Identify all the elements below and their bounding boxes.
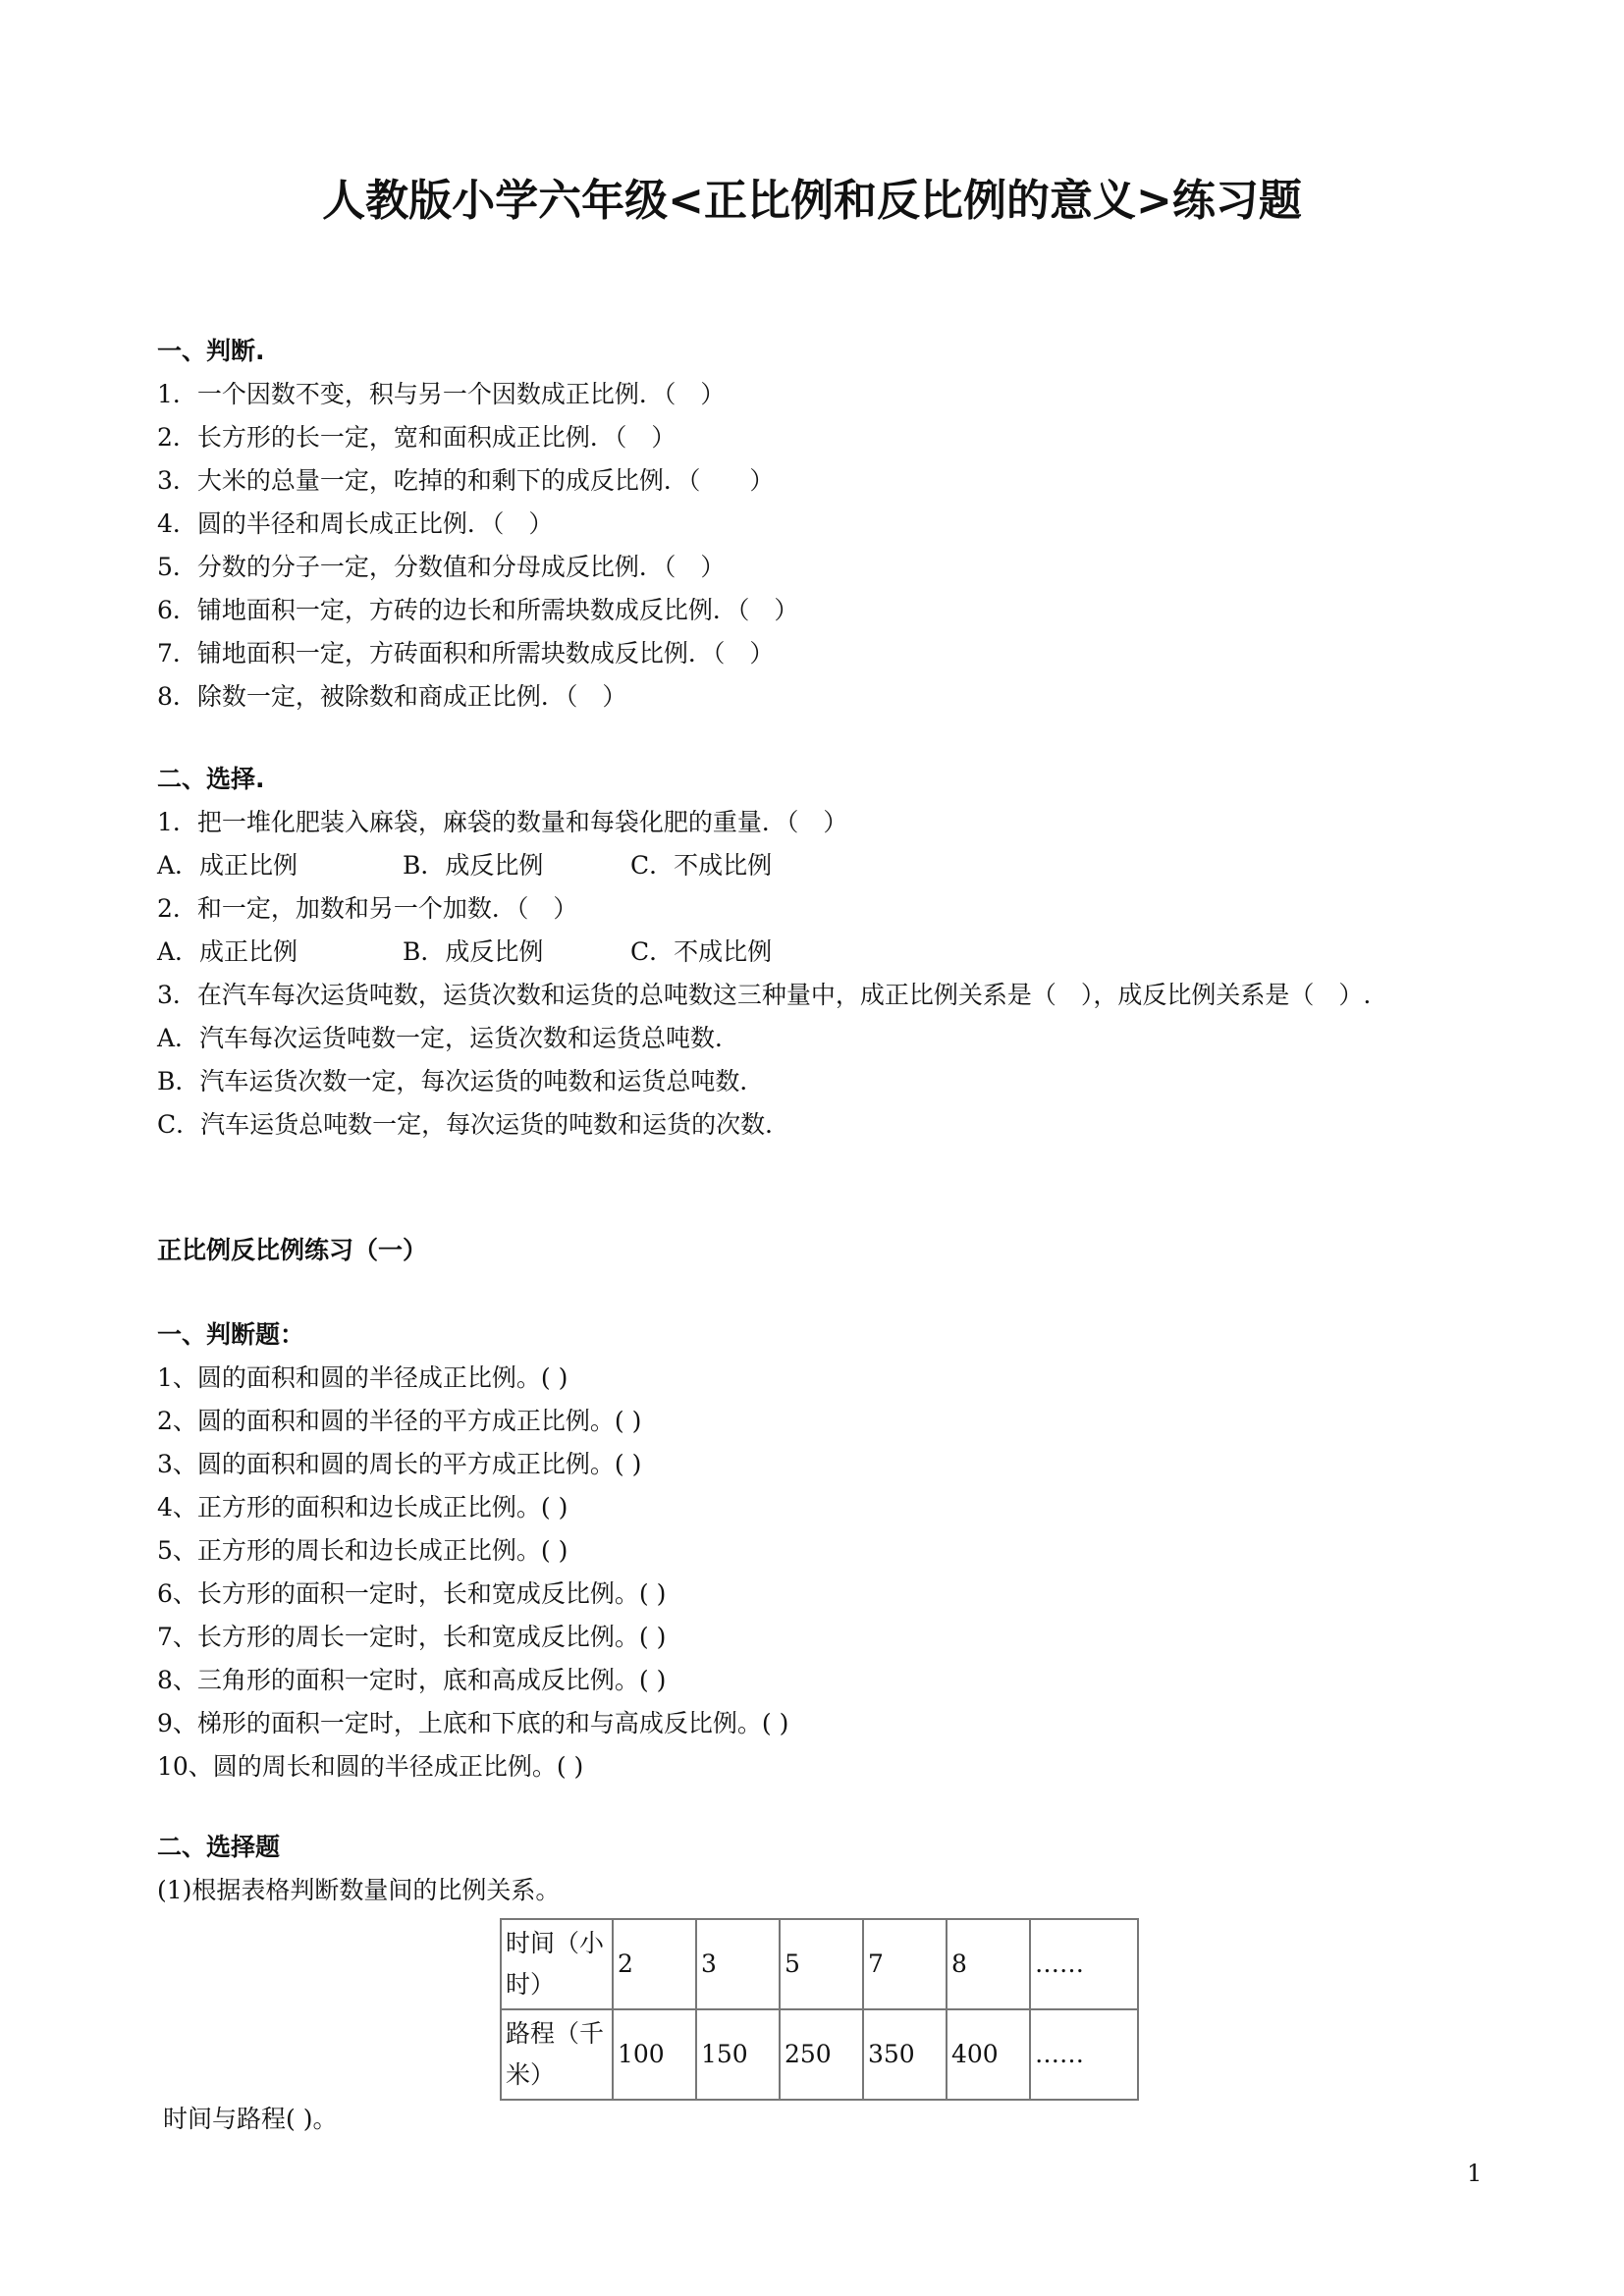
question-item: 8．除数一定，被除数和商成正比例．（ ） [157, 682, 627, 711]
option-c: C．不成比例 [630, 851, 773, 880]
section-judge-1 [157, 330, 1492, 719]
table-cell: 5 [780, 1919, 863, 2009]
question-item: 10、圆的周长和圆的半径成正比例。( ) [157, 1752, 584, 1781]
option-c: C．不成比例 [630, 937, 773, 966]
table-row [501, 2009, 1138, 2100]
option-c: C．汽车运货总吨数一定，每次运货的吨数和运货的次数． [157, 1110, 790, 1139]
page-number: 1 [1467, 2160, 1483, 2187]
section-heading: 一、判断题： [157, 1320, 305, 1349]
table-row-header: 路程（千米） [501, 2009, 613, 2100]
question-item: 1、圆的面积和圆的半径成正比例。( ) [157, 1363, 568, 1392]
option-b: B．汽车运货次数一定，每次运货的吨数和运货总吨数． [157, 1067, 765, 1095]
section-choice-2 [157, 1826, 1492, 1912]
question-item: 时间与路程( )。 [163, 2105, 338, 2133]
page-title: 人教版小学六年级<正比例和反比例的意义>练习题 [322, 176, 1302, 226]
question-item: 6、长方形的面积一定时，长和宽成反比例。( ) [157, 1579, 667, 1608]
table-cell: 100 [613, 2009, 696, 2100]
table-cell: 7 [863, 1919, 947, 2009]
question-item: 7、长方形的周长一定时，长和宽成反比例。( ) [157, 1623, 667, 1651]
data-table [500, 1918, 1139, 2101]
option-row [157, 844, 1492, 887]
option-b: B．成反比例 [403, 937, 544, 966]
question-item: 2、圆的面积和圆的半径的平方成正比例。( ) [157, 1407, 642, 1435]
question-item: 3．大米的总量一定，吃掉的和剩下的成反比例．（ ） [157, 466, 775, 495]
question-item: 2．长方形的长一定，宽和面积成正比例．（ ） [157, 423, 677, 452]
section-heading: 二、选择题 [157, 1833, 281, 1861]
table-row [501, 1919, 1138, 2009]
table-cell: 8 [947, 1919, 1030, 2009]
table-cell: 250 [780, 2009, 863, 2100]
question-item: 5．分数的分子一定，分数值和分母成反比例．（ ） [157, 553, 726, 581]
question-item: 8、三角形的面积一定时，底和高成反比例。( ) [157, 1666, 667, 1694]
section-title: 正比例反比例练习（一） [157, 1236, 428, 1264]
question-item: 9、梯形的面积一定时，上底和下底的和与高成反比例。( ) [157, 1709, 789, 1737]
table-row-header: 时间（小时） [501, 1919, 613, 2009]
question-item: 1．把一堆化肥装入麻袋，麻袋的数量和每袋化肥的重量．（ ） [157, 808, 848, 836]
question-item: 5、正方形的周长和边长成正比例。( ) [157, 1536, 568, 1565]
option-b: B．成反比例 [403, 851, 544, 880]
question-item: 1．一个因数不变，积与另一个因数成正比例．（ ） [157, 380, 726, 408]
table-cell: …… [1030, 2009, 1138, 2100]
question-item: 2．和一定，加数和另一个加数．（ ） [157, 894, 578, 923]
table-cell: 350 [863, 2009, 947, 2100]
table-cell: 400 [947, 2009, 1030, 2100]
question-item: 4．圆的半径和周长成正比例．（ ） [157, 509, 554, 538]
question-item: 3．在汽车每次运货吨数，运货次数和运货的总吨数这三种量中，成正比例关系是（ ），成反比例关系是（ ）. [157, 981, 1372, 1009]
question-item: 3、圆的面积和圆的周长的平方成正比例。( ) [157, 1450, 642, 1478]
section-heading: 二、选择. [157, 765, 265, 793]
question-item: 6．铺地面积一定，方砖的边长和所需块数成反比例．（ ） [157, 596, 799, 624]
option-a: A．汽车每次运货吨数一定，运货次数和运货总吨数． [157, 1024, 740, 1052]
question-item: 7．铺地面积一定，方砖面积和所需块数成反比例．（ ） [157, 639, 775, 667]
table-cell: 2 [613, 1919, 696, 2009]
question-item: 4、正方形的面积和边长成正比例。( ) [157, 1493, 568, 1522]
option-a: A．成正比例 [157, 937, 298, 966]
option-row [157, 931, 1492, 974]
table-cell: 3 [696, 1919, 780, 2009]
section-heading: 一、判断. [157, 337, 265, 365]
table-cell: …… [1030, 1919, 1138, 2009]
section-judge-2 [157, 1313, 1492, 1789]
question-item: (1)根据表格判断数量间的比例关系。 [157, 1876, 561, 1904]
option-a: A．成正比例 [157, 851, 298, 880]
section-choice-1 [157, 758, 1492, 1147]
table-cell: 150 [696, 2009, 780, 2100]
